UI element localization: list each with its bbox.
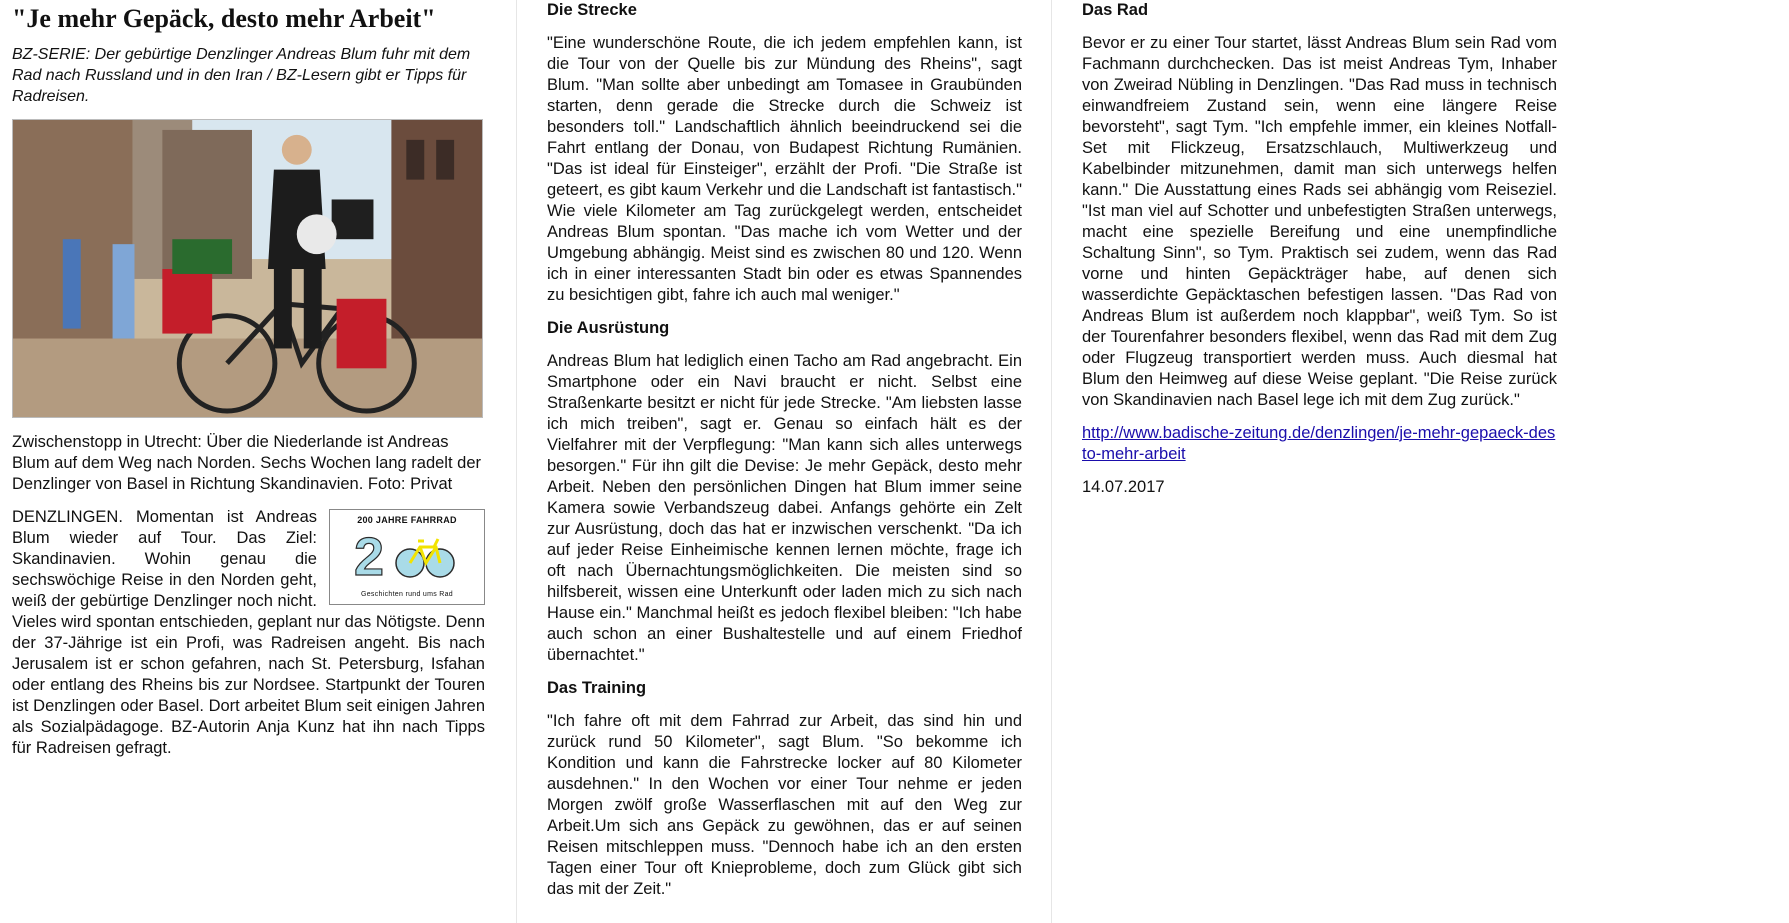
svg-text:2: 2 (354, 527, 385, 585)
source-link[interactable]: http://www.badische-zeitung.de/denzlingen/je-mehr-gepaeck-desto-mehr-arbeit (1082, 424, 1556, 463)
200-jahre-fahrrad-badge (329, 509, 485, 605)
section-text-ausruestung: Andreas Blum hat lediglich einen Tacho am Rad angebracht. Ein Smartphone oder ein Navi braucht er nicht. Selbst eine Straßenkarte besitzt er nicht für jede Strecke. "Am liebsten lasse ich mich treiben", sagt er. Genau so einfach hält es der Vielfahrer mit der Verpflegung: "Man kann sich alles unterwegs besorgen." Für ihn gilt die Devise: Je mehr Gepäck, desto mehr Arbeit. Neben den persönlichen Dingen hat Blum immer seine Kamera sowie Verbandszeug dabei. Anfangs gehörte ein Zelt zur Ausrüstung, doch das hat er inzwischen verschenkt. "Da ich auf jeder Reise Einheimische kennen lernen möchte, frage ich oft nach Übernachtungsmöglichkeiten. Die meisten sind so hilfsbereit, wissen eine Unterkunft oder laden mich zu sich nach Hause ein." Manchmal heißt es jedoch flexibel bleiben: "Ich habe auch schon an einer Bushaltestelle und auf einem Friedhof übernachtet." (547, 352, 1022, 664)
bicycle-200-icon (352, 525, 462, 585)
column-divider (516, 0, 517, 923)
badge-subtitle: Geschichten rund ums Rad (360, 591, 454, 598)
cyclist-photo (12, 119, 483, 418)
article-headline: "Je mehr Gepäck, desto mehr Arbeit" (12, 4, 436, 33)
column-divider (1051, 0, 1052, 923)
section-heading-rad: Das Rad (1082, 1, 1149, 19)
section-heading-training: Das Training (547, 679, 647, 697)
section-heading-strecke: Die Strecke (547, 1, 637, 19)
column-3 (1082, 0, 1557, 510)
section-heading-ausruestung: Die Ausrüstung (547, 319, 670, 337)
article-intro: DENZLINGEN. Momentan ist Andreas Blum wieder auf Tour. Das Ziel: Skandinavien. Wohin genau die sechswöchige Reise in den Norden geht, weiß der gebürtige Denzlinger noch nicht. Vieles wird spontan entschieden, geplant nur das Nötigste. Denn der 37-Jährige ist ein Profi, was Radreisen angeht. Bis nach Jerusalem ist er schon gefahren, nach St. Petersburg, Isfahan oder entlang des Rheins bis zur Nordsee. Startpunkt der Touren ist Denzlingen oder Basel. Dort arbeitet Blum seit einigen Jahren als Sozialpädagoge. BZ-Autorin Anja Kunz hat ihn nach Tipps für Radreisen gefragt. (12, 508, 485, 757)
section-text-rad: Bevor er zu einer Tour startet, lässt Andreas Blum sein Rad vom Fachmann durchchecken. Das ist meist Andreas Tym, Inhaber von Zweirad Nübling in Denzlingen. "Das Rad muss in technisch einwandfreiem Zustand sein, wenn eine längere Reise bevorsteht", sagt Tym. "Ich empfehle immer, ein kleines Notfall-Set mit Flickzeug, Ersatzschlauch, Multiwerkzeug und Kabelbinder mitzunehmen, damit man sich unterwegs helfen kann." Die Ausstattung eines Rads sei abhängig vom Reiseziel. "Ist man viel auf Schotter und unbefestigten Straßen unterwegs, macht eine spezielle Bereifung und eine unempfindliche Schaltung Sinn", so Tym. Praktisch sei zudem, wenn das Rad vorne und hinten Gepäckträger habe, auf denen sich wasserdichte Gepäcktaschen befestigen lassen. "Das Rad von Andreas Blum ist außerdem noch klappbar", weiß Tym. So ist der Tourenfahrer besonders flexibel, wenn das Rad mit dem Zug oder Flugzeug transportiert werden muss. Auch diesmal hat Blum den Heimweg auf diese Weise geplant. "Die Reise zurück von Skandinavien nach Basel lege ich mit dem Zug zurück." (1082, 34, 1557, 409)
section-text-strecke: "Eine wunderschöne Route, die ich jedem empfehlen kann, ist die Tour von der Quelle bis zur Mündung des Rheins", sagt Blum. "Man sollte aber unbedingt am Tomasee in Graubünden starten, denn gerade die Strecke durch die Schweiz ist besonders toll." Landschaftlich ähnlich beeindruckend sei die Fahrt entlang der Donau, von Budapest Richtung Rumänien. "Das ist ideal für Einsteiger", erzählt der Profi. "Die Straße ist geteert, es gibt kaum Verkehr und die Landschaft ist fantastisch." Wie viele Kilometer am Tag zurückgelegt werden, entscheidet Andreas Blum spontan. "Das mache ich vom Wetter und der Umgebung abhängig. Meist sind es zwischen 80 und 120. Wenn ich in einer interessanten Stadt bin oder es etwas Spannendes zu besichtigen gibt, fahre ich auch mal weniger." (547, 34, 1022, 304)
photo-caption: Zwischenstopp in Utrecht: Über die Niederlande ist Andreas Blum auf dem Weg nach Norden. Sechs Wochen lang radelt der Denzlinger von Basel in Richtung Skandinavien. Foto: Privat (12, 433, 481, 493)
section-text-training: "Ich fahre oft mit dem Fahrrad zur Arbeit, das sind hin und zurück rund 50 Kilometer", sagt Blum. "So bekomme ich Kondition und kann die Fahrstrecke locker auf 80 Kilometer ausdehnen." In den Wochen vor einer Tour nehme er jeden Morgen zwölf große Wasserflaschen mit auf den Weg zur Arbeit.Um sich ans Gepäck zu gewöhnen, das er auf seinen Reisen mitschleppen muss. "Dennoch habe ich an den ersten Tagen einer Tour oft Knieprobleme, doch zum Glück gibt sich das mit der Zeit." (547, 712, 1022, 898)
column-1 (12, 0, 485, 771)
badge-title: 200 JAHRE FAHRRAD (357, 515, 457, 525)
article-date: 14.07.2017 (1082, 478, 1165, 496)
column-2 (547, 0, 1022, 912)
article-subhead: BZ-SERIE: Der gebürtige Denzlinger Andreas Blum fuhr mit dem Rad nach Russland und in den Iran / BZ-Lesern gibt er Tipps für Radreisen. (12, 46, 471, 105)
